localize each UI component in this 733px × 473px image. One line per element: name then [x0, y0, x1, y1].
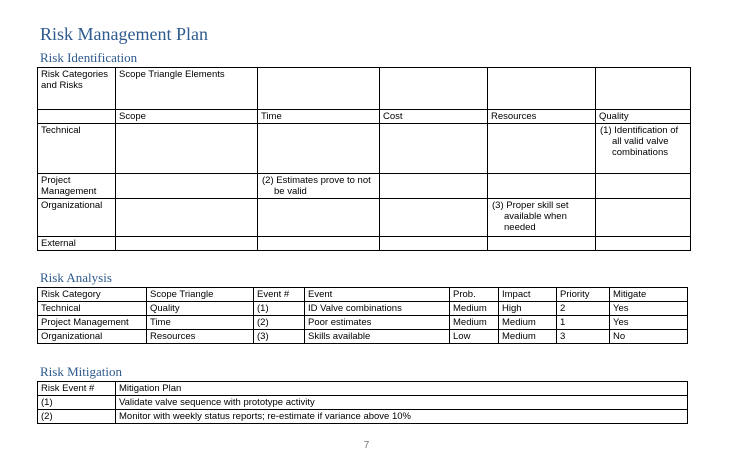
table-cell: Medium: [499, 330, 557, 344]
table-cell: High: [499, 302, 557, 316]
table-cell: Yes: [610, 302, 688, 316]
table-cell: Medium: [450, 302, 499, 316]
table-cell: Medium: [499, 316, 557, 330]
page-number: 7: [363, 440, 370, 451]
table-cell: 3: [557, 330, 610, 344]
risk-identification-table: [37, 67, 691, 251]
table-row: [38, 174, 691, 199]
table-cell: Poor estimates: [305, 316, 450, 330]
table-cell: Technical: [38, 302, 147, 316]
table-cell: Low: [450, 330, 499, 344]
table-cell: (3): [254, 330, 305, 344]
column-header: Priority: [557, 288, 610, 302]
table-cell: Skills available: [305, 330, 450, 344]
risk-identification-heading: Risk Identification: [40, 50, 138, 65]
page-title: Risk Management Plan: [40, 24, 208, 44]
header-row: [38, 382, 688, 396]
table-cell: Medium: [450, 316, 499, 330]
table-cell: 1: [557, 316, 610, 330]
risk-entry: (1) Identification of all valid valve combinations: [600, 125, 679, 158]
risk-entry: (3) Proper skill set available when needed: [492, 200, 569, 233]
table-row: [38, 330, 688, 344]
table-cell: (1): [254, 302, 305, 316]
row-label: Technical: [38, 124, 116, 174]
table-row: [38, 396, 688, 410]
table-cell: Validate valve sequence with prototype activity: [116, 396, 688, 410]
table-row: [38, 410, 688, 424]
table-cell: (2): [38, 410, 116, 424]
column-header: Scope: [116, 110, 258, 124]
table-row: [38, 124, 691, 174]
table-row: [38, 237, 691, 251]
table-cell: 2: [557, 302, 610, 316]
row-label: Project Management: [38, 174, 116, 199]
table-row: [38, 316, 688, 330]
risk-mitigation-heading: Risk Mitigation: [40, 364, 122, 379]
column-header: Risk Category: [38, 288, 147, 302]
table-row: [38, 199, 691, 237]
table-cell: ID Valve combinations: [305, 302, 450, 316]
table-cell: (1): [38, 396, 116, 410]
column-header: Quality: [596, 110, 691, 124]
column-header: Event #: [254, 288, 305, 302]
corner-header: Risk Categories and Risks: [38, 68, 116, 110]
risk-entry: (2) Estimates prove to not be valid: [262, 175, 371, 197]
table-cell: Organizational: [38, 330, 147, 344]
column-header: Risk Event #: [38, 382, 116, 396]
risk-mitigation-table: [37, 381, 688, 424]
risk-analysis-heading: Risk Analysis: [40, 270, 112, 285]
table-cell: Monitor with weekly status reports; re-estimate if variance above 10%: [116, 410, 688, 424]
column-header: Impact: [499, 288, 557, 302]
row-label: External: [38, 237, 116, 251]
row-label: Organizational: [38, 199, 116, 237]
column-header: Time: [258, 110, 380, 124]
table-row: [38, 302, 688, 316]
risk-analysis-table: [37, 287, 688, 344]
scope-triangle-elements-header: Scope Triangle Elements: [116, 68, 258, 110]
column-header: Scope Triangle: [147, 288, 254, 302]
table-cell: Resources: [147, 330, 254, 344]
table-cell: No: [610, 330, 688, 344]
column-header: Mitigation Plan: [116, 382, 688, 396]
header-row: [38, 288, 688, 302]
table-cell: Time: [147, 316, 254, 330]
column-header: Mitigate: [610, 288, 688, 302]
column-header: Event: [305, 288, 450, 302]
column-header: Prob.: [450, 288, 499, 302]
column-header: Resources: [488, 110, 596, 124]
table-cell: (2): [254, 316, 305, 330]
column-header: Cost: [380, 110, 488, 124]
table-cell: Project Management: [38, 316, 147, 330]
table-cell: Yes: [610, 316, 688, 330]
table-cell: Quality: [147, 302, 254, 316]
